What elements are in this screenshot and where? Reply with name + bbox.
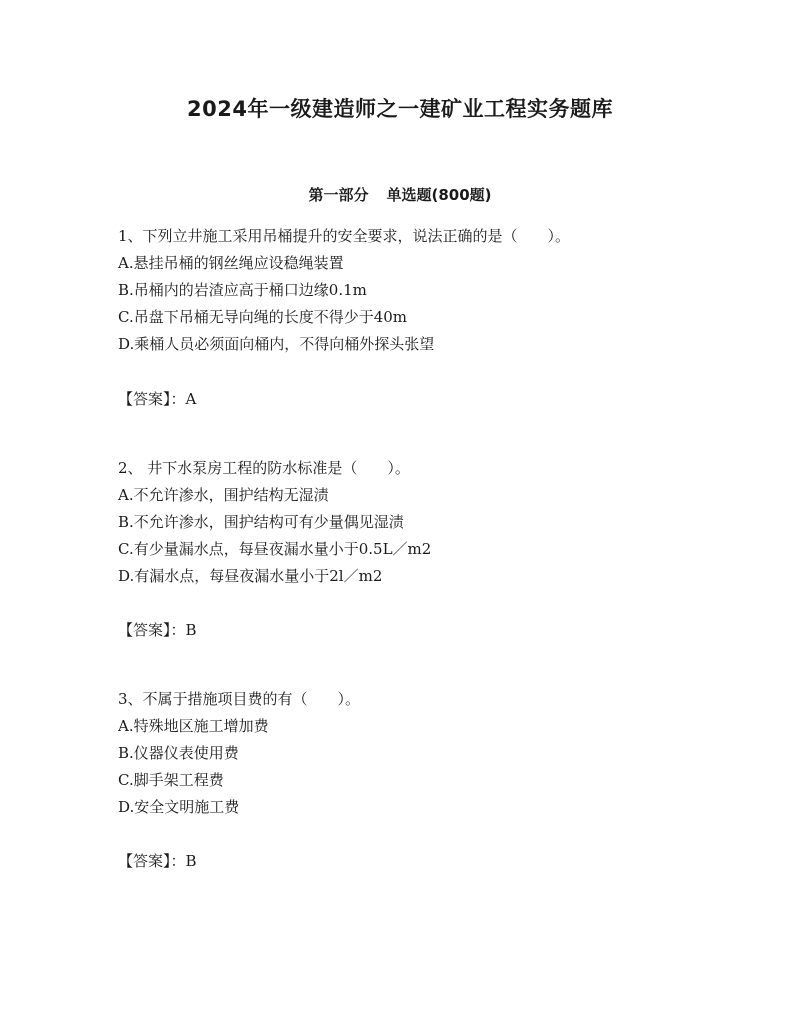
- section-name: 单选题(800题): [386, 186, 492, 204]
- question-3: [118, 686, 758, 870]
- option-b: B.吊桶内的岩渣应高于桶口边缘0.1m: [118, 281, 367, 299]
- option-a: A.悬挂吊桶的钢丝绳应设稳绳装置: [118, 254, 344, 272]
- option-c: C.吊盘下吊桶无导向绳的长度不得少于40m: [118, 308, 408, 326]
- option-d: D.安全文明施工费: [118, 798, 240, 816]
- section-heading: [0, 184, 800, 205]
- option-d: D.有漏水点，每昼夜漏水量小于2l／m2: [118, 567, 383, 585]
- question-2: [118, 455, 758, 639]
- answer-line: 【答案】：A: [118, 390, 197, 408]
- option-a: A.不允许渗水，围护结构无湿渍: [118, 486, 329, 504]
- question-1: [118, 223, 758, 408]
- option-c: C.脚手架工程费: [118, 771, 224, 789]
- option-b: B.仪器仪表使用费: [118, 744, 239, 762]
- question-stem: 1、下列立井施工采用吊桶提升的安全要求，说法正确的是（ ）。: [118, 227, 571, 245]
- answer-line: 【答案】：B: [118, 852, 197, 870]
- option-a: A.特殊地区施工增加费: [118, 717, 269, 735]
- option-b: B.不允许渗水，围护结构可有少量偶见湿渍: [118, 513, 404, 531]
- document-title: 2024年一级建造师之一建矿业工程实务题库: [187, 97, 613, 121]
- option-d: D.乘桶人员必须面向桶内，不得向桶外探头张望: [118, 335, 435, 353]
- section-part: 第一部分: [308, 186, 369, 204]
- question-stem: 2、 井下水泵房工程的防水标准是（ ）。: [118, 459, 410, 477]
- option-c: C.有少量漏水点，每昼夜漏水量小于0.5L／m2: [118, 540, 432, 558]
- answer-line: 【答案】：B: [118, 621, 197, 639]
- question-stem: 3、不属于措施项目费的有（ ）。: [118, 690, 361, 708]
